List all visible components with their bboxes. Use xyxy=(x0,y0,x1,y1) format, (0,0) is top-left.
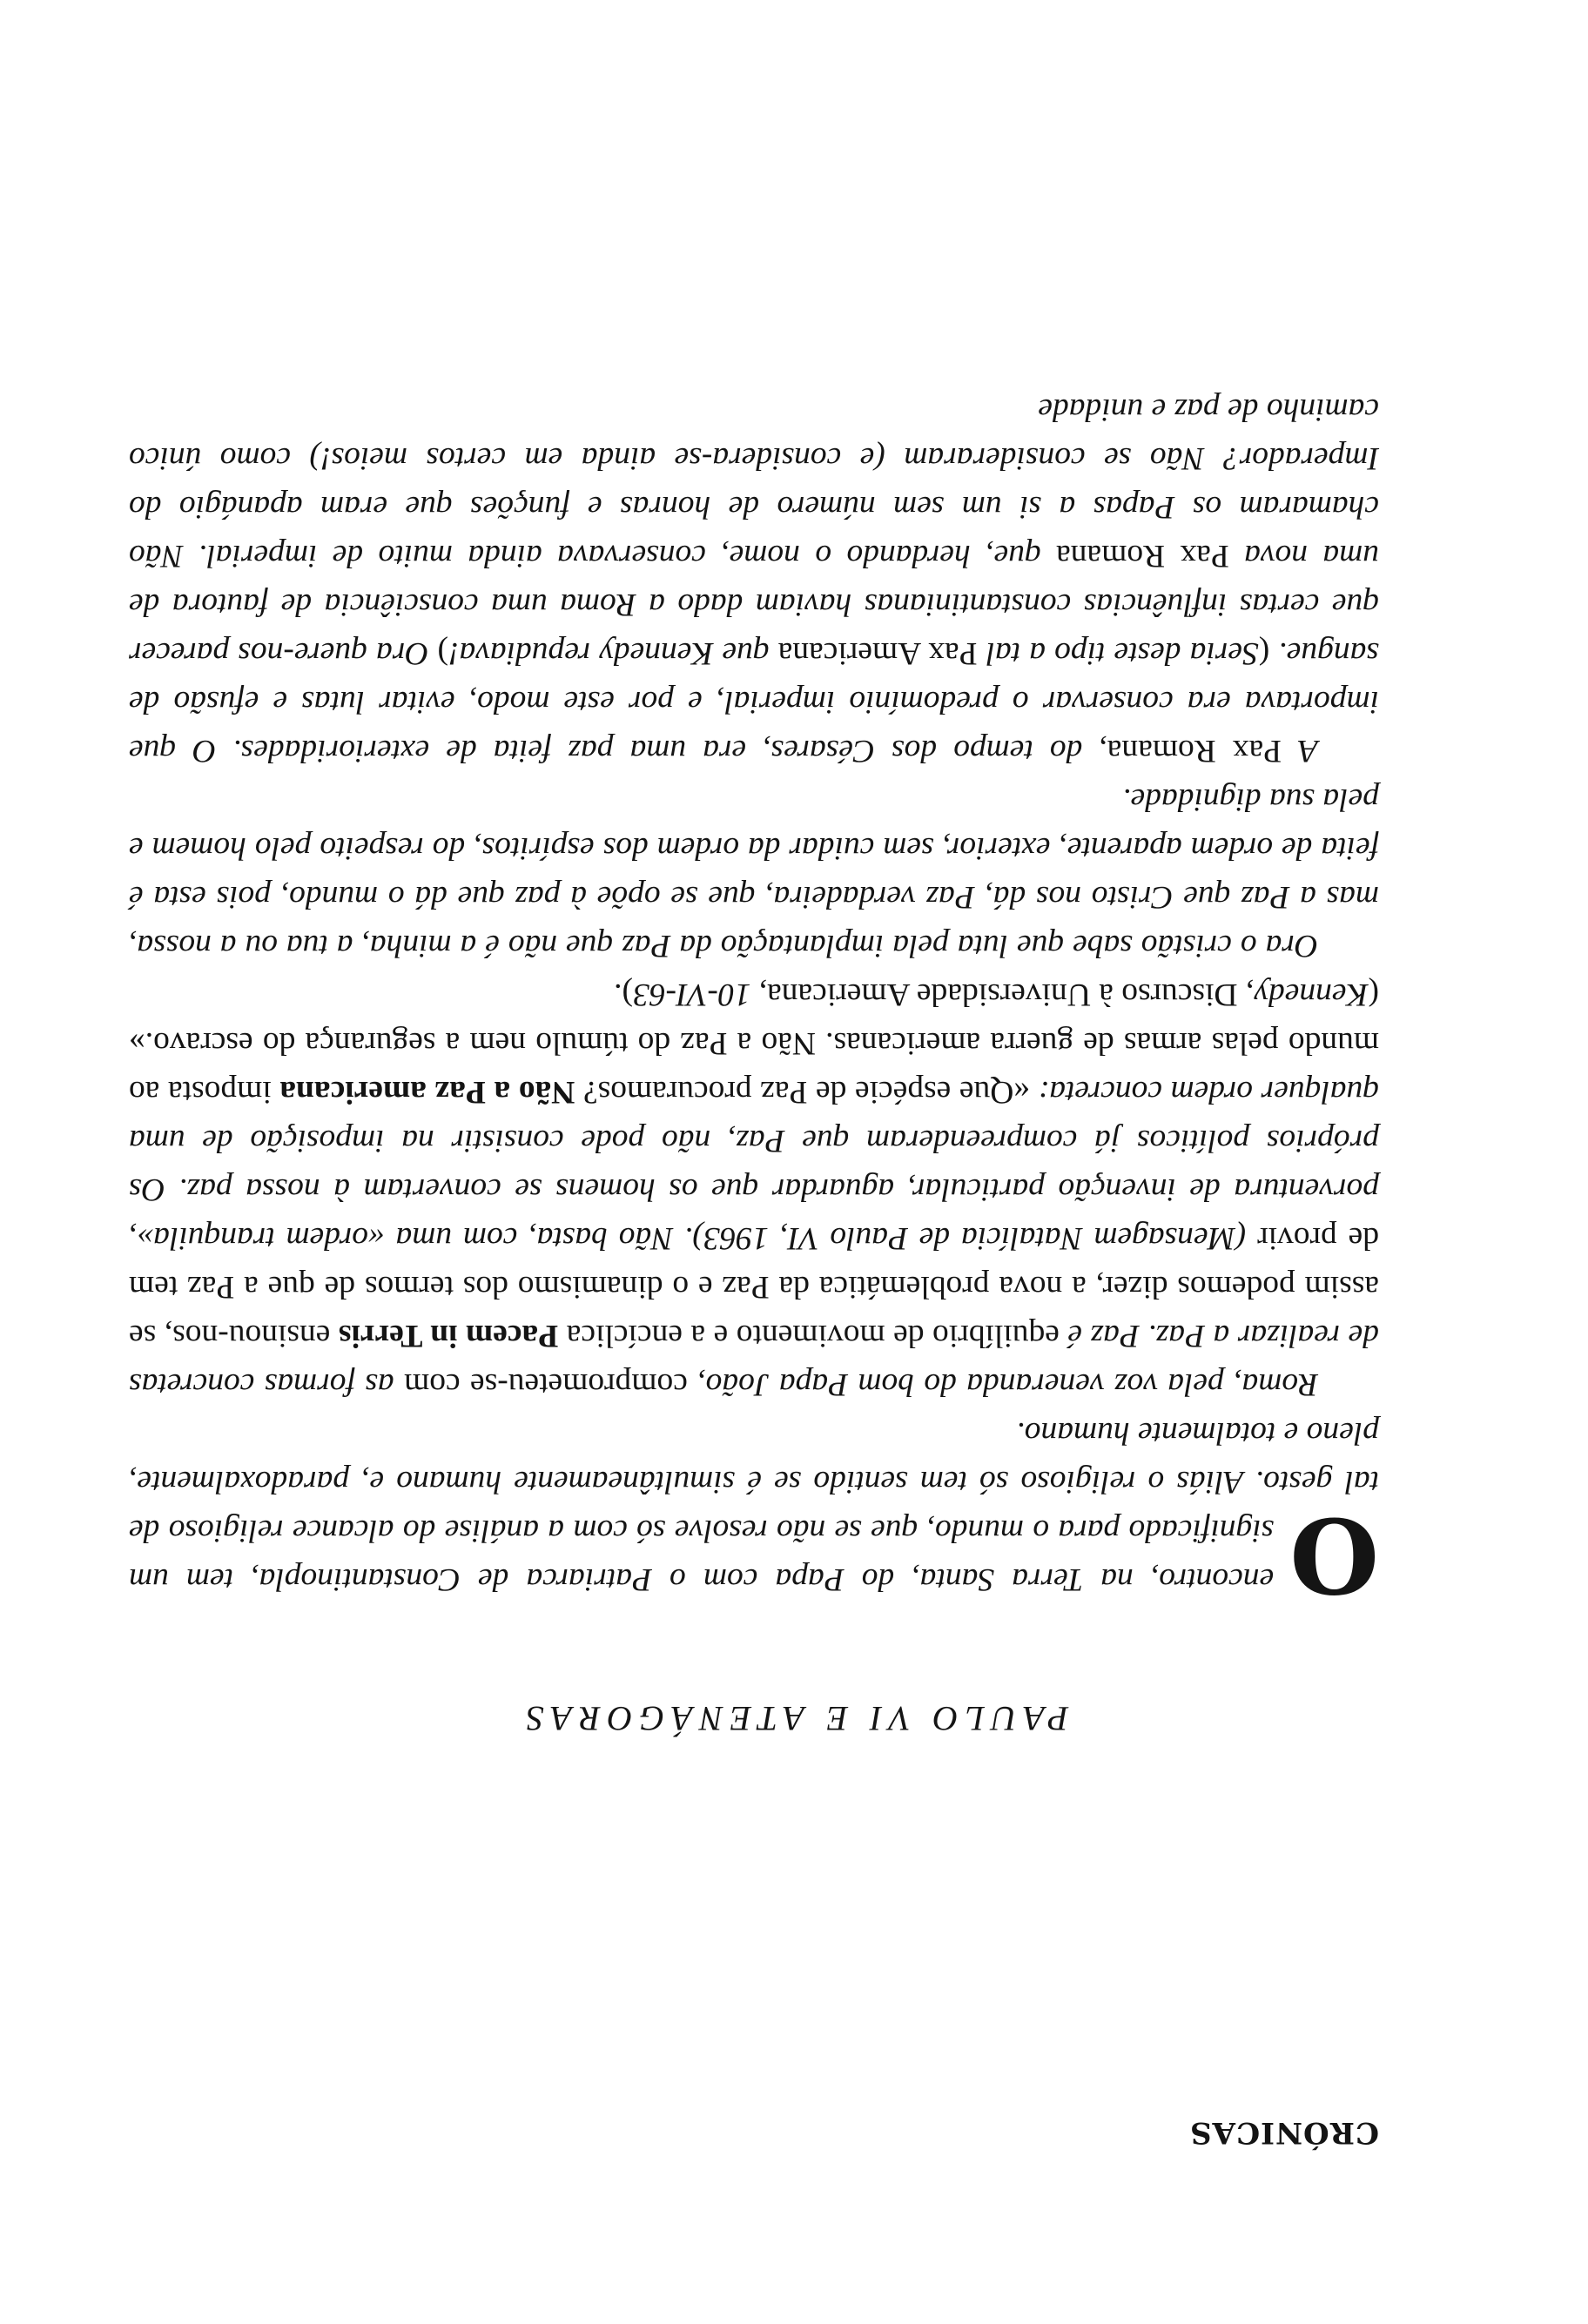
text-run: Ora quere-nos parecer que certas influências constantinianas haviam dado a Roma uma consciência de fautora de uma nova xyxy=(129,538,1379,671)
text-run: Ora o cristão sabe que luta pela implantação da Paz que não é a minha, a tua ou a nossa, mas a Paz que Cristo nos dá, Paz verdadeira, que se opõe à paz que dá o mundo, pois esta é feita de ordem aparente, exterior, sem cuidar da ordem dos espíritos, do respeito pelo homem e pela sua dignidade. xyxy=(129,782,1379,964)
running-header: CRÓNICAS xyxy=(1189,2115,1379,2150)
paragraph-4 xyxy=(129,385,1379,775)
text-run: Pax Romana xyxy=(1040,538,1245,574)
drop-cap: O xyxy=(1289,1494,1379,1615)
text-run: Não a Paz americana xyxy=(279,1074,575,1110)
text-run: Roma, pela voz veneranda do bom Papa João, xyxy=(697,1367,1318,1402)
text-run: (Mensagem Natalícia de Paulo VI, 1963). Não basta, com uma «ordem tranquila», porventura de invenção particular, aguardar que os homens se convertam à nossa paz. Os próprios políticos já compreenderam que Paz, não pode consistir na imposição de uma qualquer ordem concreta: xyxy=(128,1074,1379,1256)
paragraph-1-text xyxy=(129,1415,1379,1615)
article-body xyxy=(128,385,1379,1615)
text-run: Pax Romana, xyxy=(1082,733,1299,769)
text-run: Pax Americana xyxy=(769,635,986,671)
text-run: Kennedy xyxy=(1254,977,1369,1012)
text-run: Pacem in Terris xyxy=(338,1318,559,1353)
text-run: do tempo dos Césares, era uma paz feita de exterioridades. O que importava era conservar o predomínio imperial, e por este modo, evitar lutas e efusão de sangue. xyxy=(129,635,1379,769)
text-run: imposta ao mundo pelas armas de guerra americanas. Não a Paz do túmulo nem a segurança do escravo.» ( xyxy=(129,977,1379,1110)
text-run: ) xyxy=(428,635,448,671)
text-run: ( xyxy=(1258,635,1279,671)
text-run: , Discurso à Universidade Americana, xyxy=(750,977,1255,1012)
paragraph-3 xyxy=(129,775,1379,970)
text-run: «Que espécie de Paz procuramos? xyxy=(575,1074,1039,1110)
paragraph-1 xyxy=(129,1408,1379,1615)
text-run: ). xyxy=(614,977,633,1012)
paragraph-2 xyxy=(129,970,1379,1408)
text-run: 10-VI-63 xyxy=(632,977,751,1012)
text-run: Seria deste tipo a tal xyxy=(986,635,1259,671)
text-run: que, herdando o nome, conservava ainda muito de imperial. Não chamaram os Papas a si um sem número de honras e funções que eram apanágio do Imperador? Não se consideraram (e considera-se ainda em certos meios!) como único caminho de paz e unidade xyxy=(129,392,1379,574)
article-title: PAULO VI E ATENÁGORAS xyxy=(519,1699,1069,1738)
text-run: que Kennedy repudiava! xyxy=(448,635,770,671)
text-run: A xyxy=(1298,733,1318,769)
text-run: as formas concretas de realizar a Paz. Paz é xyxy=(128,1318,1379,1402)
text-run: encontro, na Terra Santa, do Papa com o Patriarca de Constantinopla, tem um significado para o mundo, que se não resolve só com a análise do alcance religioso de tal gesto. Aliás o religioso só tem sentido se é simultâneamente humano e, paradoxalmente, pleno e totalmente humano. xyxy=(129,1415,1379,1597)
text-run: ensinou-nos, se assim podemos dizer, a nova problemática da Paz e o dinamismo dos termos de que a Paz tem de provir xyxy=(129,1220,1379,1353)
text-run: comprometeu-se com xyxy=(394,1367,698,1402)
text-run: equilíbrio de movimento e a encíclica xyxy=(558,1318,1068,1353)
